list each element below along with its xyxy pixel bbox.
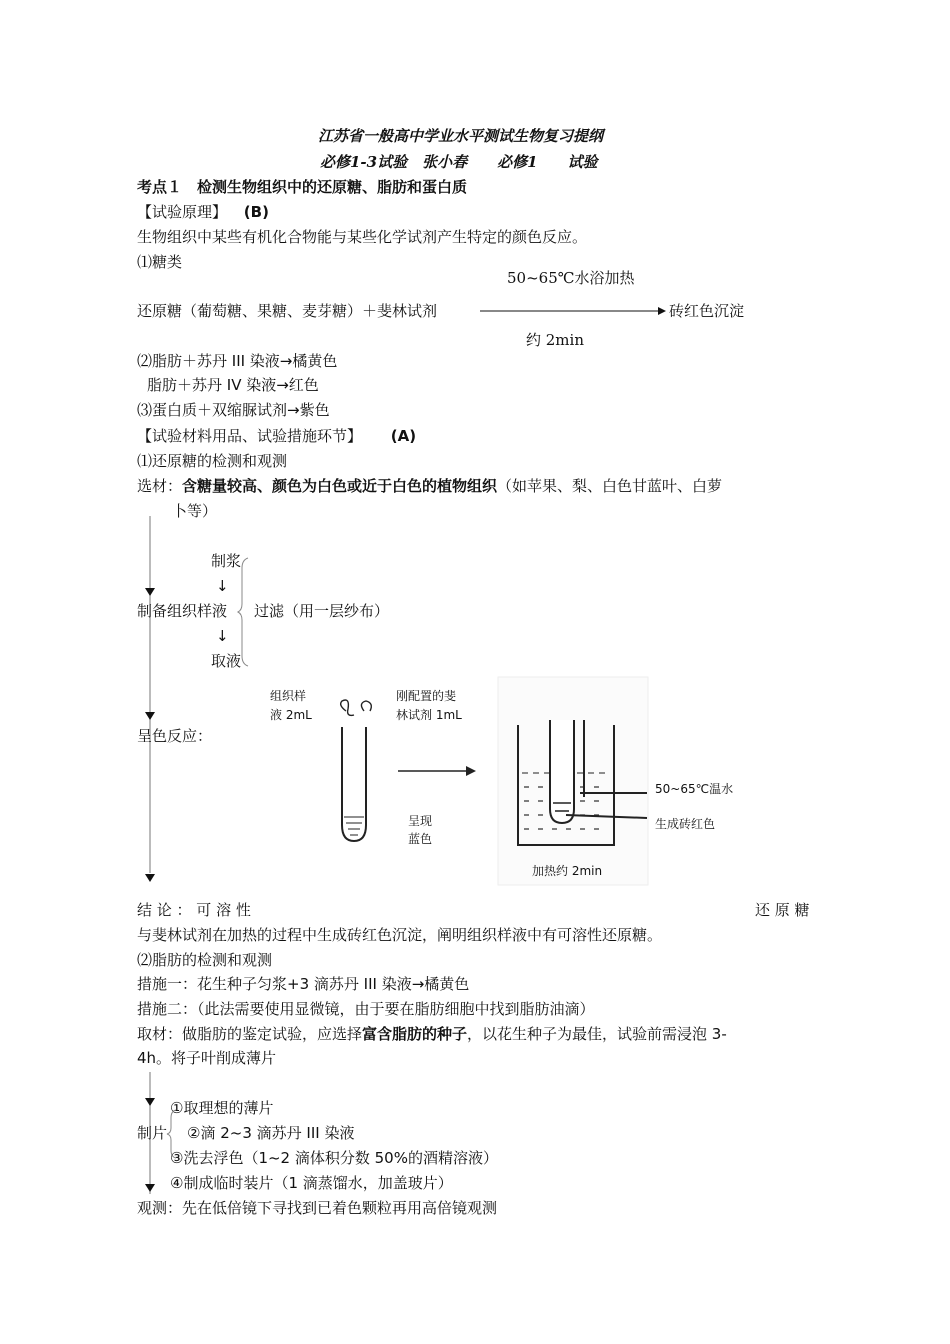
principle-label [137,202,269,222]
prep-label: 制备组织样液 [137,602,228,620]
take-wrap: 4h。将子叶削成薄片 [137,1049,277,1067]
sample-label-2: 液 2mL [270,708,312,722]
section-heading: 考点１ 检测生物组织中的还原糖、脂肪和蛋白质 [137,178,468,196]
select-rest: （如苹果、梨、白色甘蓝叶、白萝 [497,477,723,495]
principle-text: 生物组织中某些有机化合物能与某些化学试剂产生特定的颜色反应。 [137,228,588,246]
slide-step-1: ①取理想的薄片 [170,1099,274,1117]
flow-line-sugar [140,498,160,886]
reaction-condition-top: 50~65℃水浴加热 [507,269,635,287]
fat-detect-title: ⑵脂肪的检测和观测 [137,951,273,969]
reaction-right: 砖红色沉淀 [669,302,745,320]
principle-level: (B) [243,203,269,221]
method-1: 措施一：花生种子匀浆+3 滴苏丹 III 染液→橘黄色 [137,975,470,993]
conclusion-end: 还 原 糖 [755,901,810,919]
fat-line-1: ⑵脂肪＋苏丹 III 染液→橘黄色 [137,352,338,370]
test-tube-left [342,727,366,841]
protein-line: ⑶蛋白质＋双缩脲试剂→紫色 [137,401,330,419]
fat-line-2: 脂肪＋苏丹 IV 染液→红色 [147,376,319,394]
heat-label: 加热约 2min [532,864,603,878]
water-label: 50~65℃温水 [655,782,734,796]
result-label: 生成砖红色 [655,817,716,831]
tube-color-2: 蓝色 [408,832,433,846]
pour-curl-right [361,701,371,711]
experiment-diagram [262,675,734,890]
reagent-label-1: 刚配置的斐 [396,689,457,703]
materials-level: (A) [390,427,417,445]
prep-arrow-2: ↓ [216,627,229,645]
slide-label: 制片 [137,1124,168,1142]
prep-step-3: 取液 [211,652,242,670]
select-material [137,476,722,496]
select-bold: 含糖量较高、颜色为白色或近于白色的植物组织 [182,477,498,495]
select-wrap: 卜等） [172,502,218,520]
document-title: 江苏省一般高中学业水平测试生物复习提纲 [318,127,604,145]
sugar-label: ⑴糖类 [137,253,183,271]
slide-step-4: ④制成临时装片（1 滴蒸馏水，加盖玻片） [170,1174,453,1192]
principle-label-text: 【试验原理】 [137,203,228,221]
materials-label [137,426,416,446]
materials-label-text: 【试验材料用品、试验措施环节】 [137,427,363,445]
pour-curl-left [341,700,354,715]
take-bold: 富含脂肪的种子 [362,1025,468,1043]
observe-line: 观测：先在低倍镜下寻找到已着色颗粒再用高倍镜观测 [137,1199,498,1217]
method-2: 措施二：（此法需要使用显微镜，由于要在脂肪细胞中找到脂肪油滴） [137,1000,595,1018]
reagent-label-2: 林试剂 1mL [396,708,462,722]
slide-step-3: ③洗去浮色（1~2 滴体积分数 50%的酒精溶液） [170,1149,498,1167]
prep-filter: 过滤（用一层纱布） [254,602,390,620]
take-rest: ，以花生种子为最佳，试验前需浸泡 3- [467,1025,727,1043]
conclusion-wrap: 与斐林试剂在加热的过程中生成砖红色沉淀，阐明组织样液中有可溶性还原糖。 [137,926,663,944]
slide-step-2: ②滴 2~3 滴苏丹 III 染液 [187,1124,355,1142]
prep-step-1: 制浆 [211,552,242,570]
reaction-arrow [478,305,668,317]
take-label: 取材：做脂肪的鉴定试验，应选择 [137,1025,363,1043]
document-subtitle: 必修1-3试验 张小春 必修1 试验 [320,153,598,171]
sugar-detect-title: ⑴还原糖的检测和观测 [137,452,288,470]
tube-color-1: 呈现 [408,814,433,828]
take-material [137,1024,727,1044]
reaction-left: 还原糖（葡萄糖、果糖、麦芽糖）＋斐林试剂 [137,302,438,320]
conclusion-start: 结 论 ： 可 溶 性 [137,901,251,919]
select-label: 选材： [137,477,183,495]
reaction-condition-bottom: 约 2min [526,331,584,349]
color-reaction-label: 呈色反应： [137,727,213,745]
heated-tube [550,720,574,823]
sample-label-1: 组织样 [270,689,307,703]
prep-arrow-1: ↓ [216,577,229,595]
